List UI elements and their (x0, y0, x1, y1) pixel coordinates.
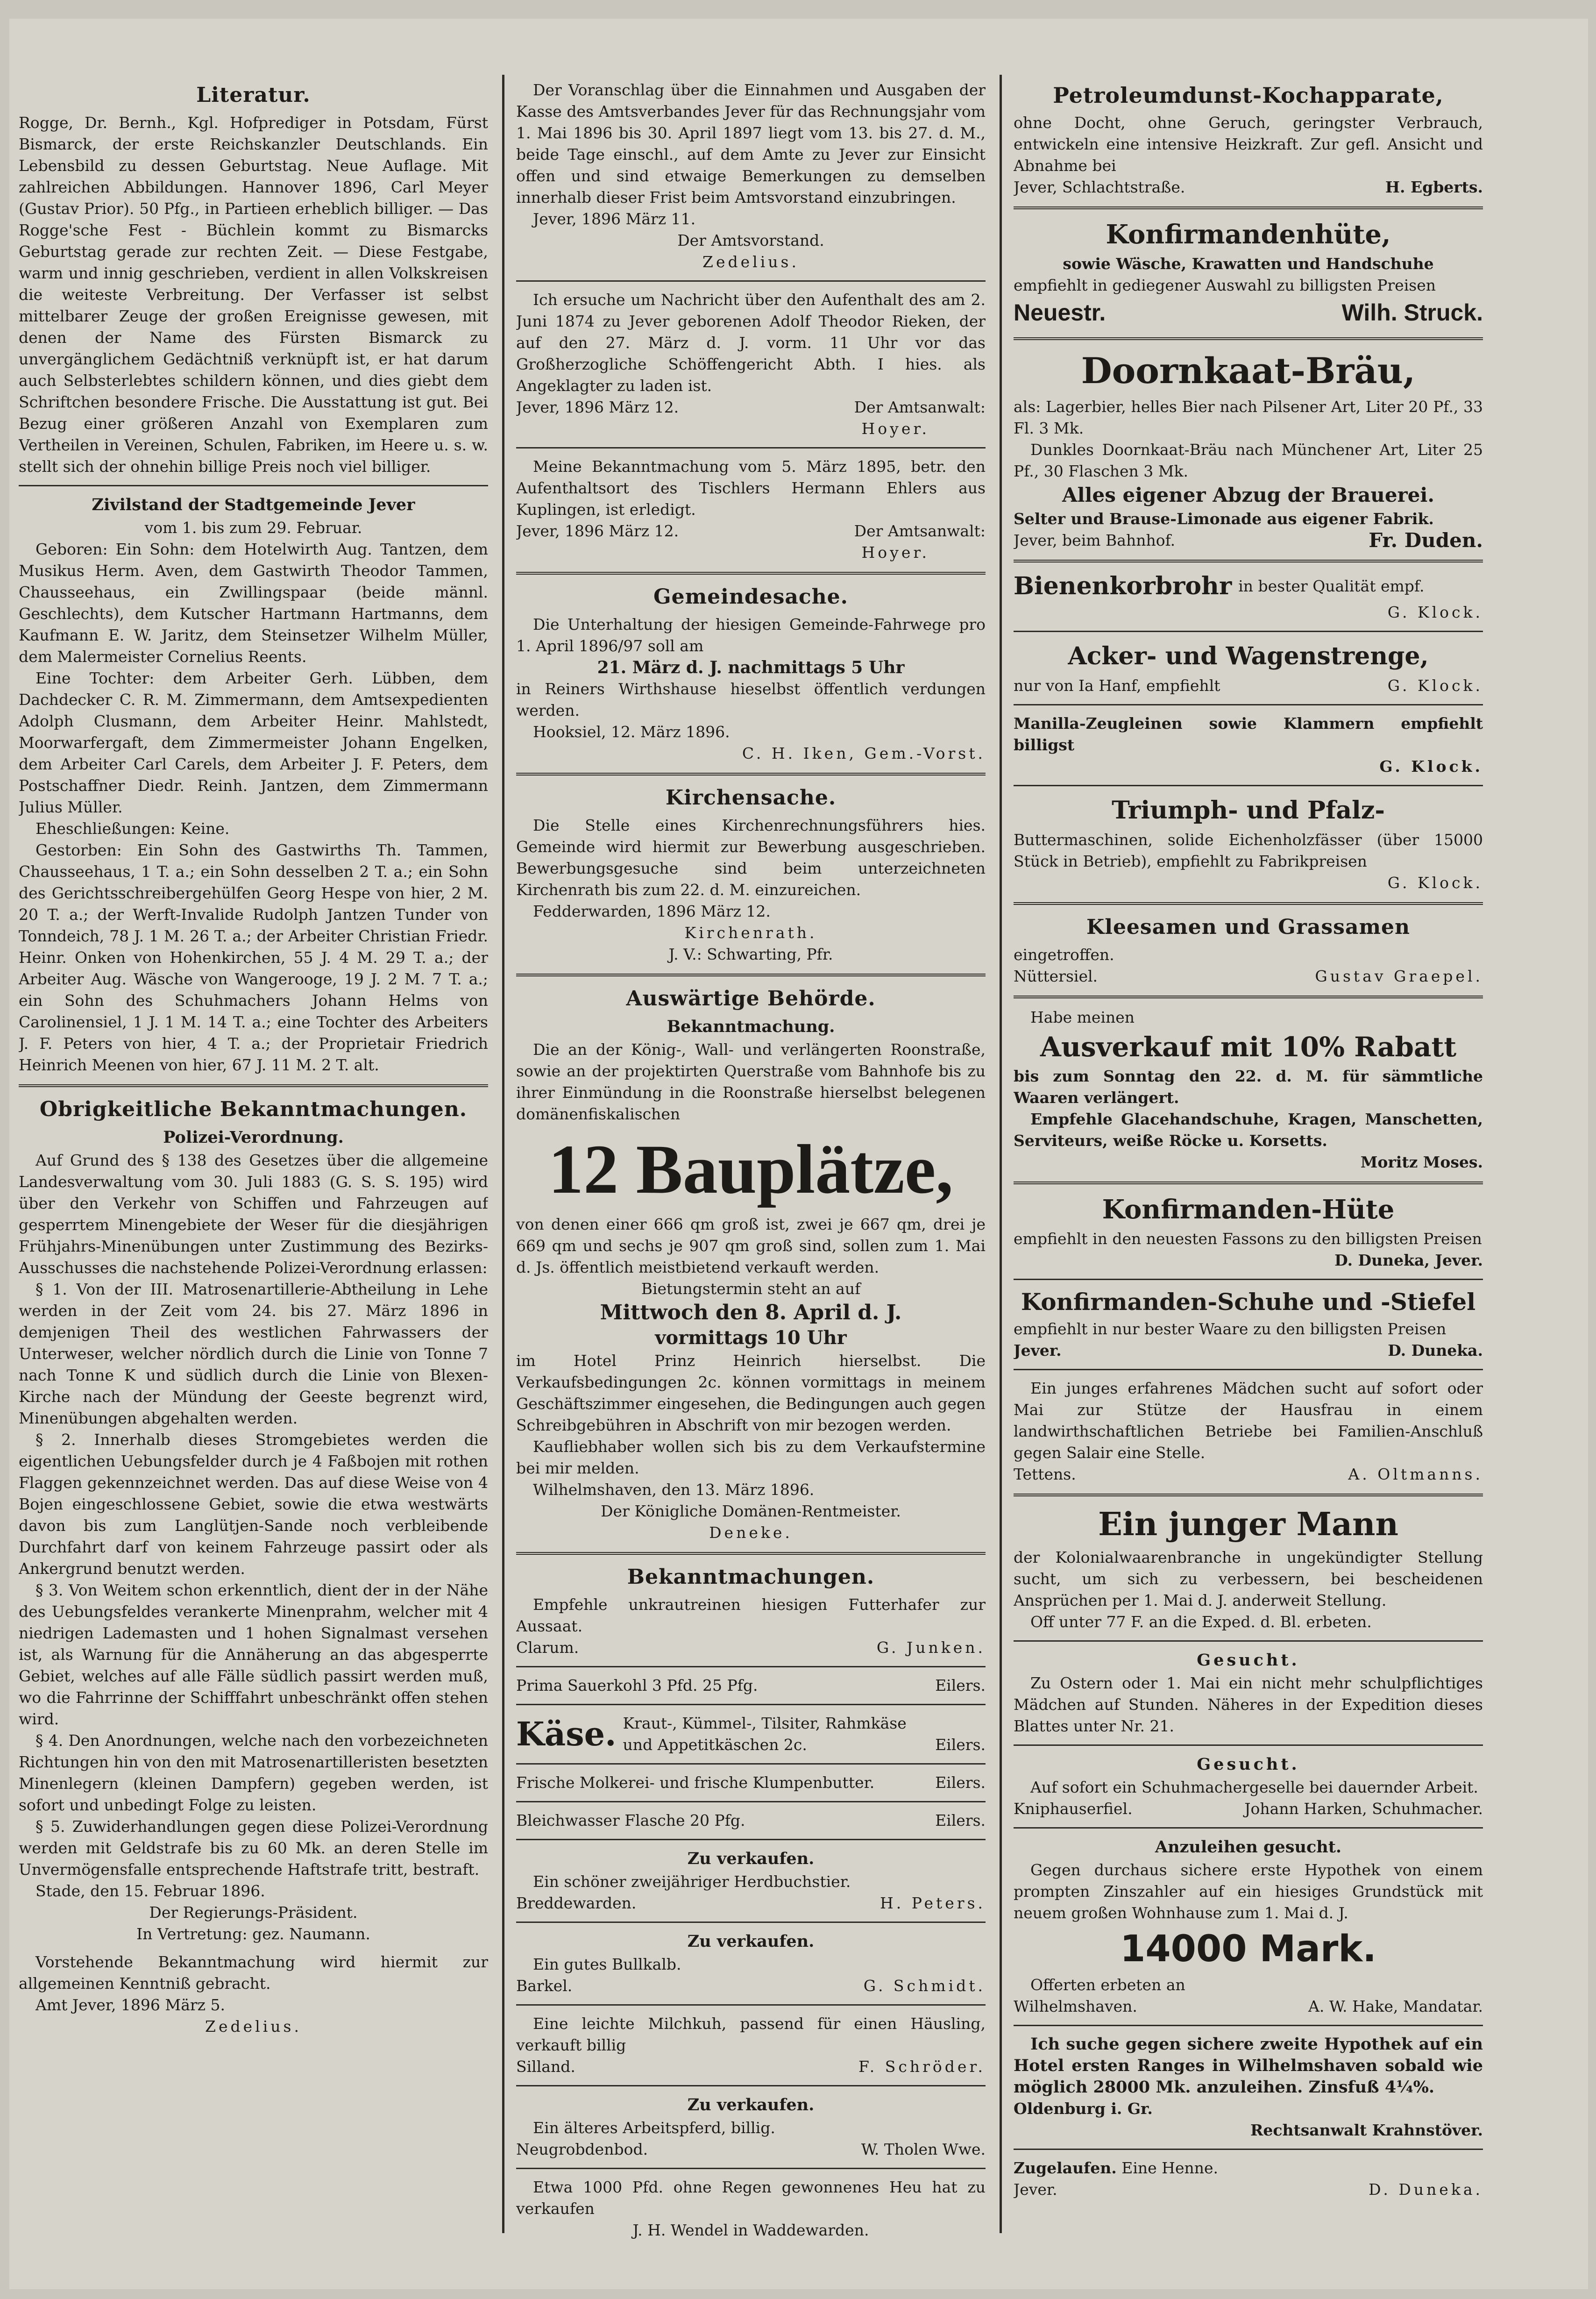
maid-signature: A. Oltmanns. (1348, 1465, 1483, 1483)
whereabouts-place: Jever, 1896 März 12. (516, 398, 679, 416)
settled-place: Jever, 1896 März 12. (516, 522, 679, 540)
column-middle (516, 79, 986, 2247)
church-text: Die Stelle eines Kirchenrechnungsführers hies. Gemeinde wird hiermit zur Bewerbung ausgeschrieben. Bewerbungsgesuche sind beim unterzeichneten Kirchenrath bis zum 22. d. M. einzureichen. (516, 816, 986, 899)
newspaper-page (9, 19, 1588, 2289)
church-heading: Kirchensache. (665, 786, 837, 810)
municipal-heading: Gemeindesache. (653, 585, 848, 609)
confirmation-hats-heading: Konfirmandenhüte, (1106, 219, 1391, 250)
for-sale-text-3: Ein älteres Arbeitspferd, billig. (533, 2119, 775, 2137)
wanted-text-2: Auf sofort ein Schuhmachergeselle bei dauernder Arbeit. (1030, 1778, 1478, 1796)
civil-registry-heading: Zivilstand der Stadtgemeinde Jever (92, 495, 415, 514)
milk-cow-signature: F. Schröder. (858, 2057, 986, 2076)
loan-signature: A. W. Hake, Mandatar. (1308, 1997, 1483, 2015)
confirmation-hats-signature: Wilh. Struck. (1341, 299, 1483, 326)
for-sale-place-3: Neugrobdenbod. (516, 2140, 648, 2158)
confirmation-hats-street: Neuestr. (1014, 299, 1106, 326)
petroleum-heading: Petroleumdunst-Kochapparate, (1053, 83, 1444, 108)
plots-text-2: von denen einer 666 qm groß ist, zwei je 667 qm, drei je 669 qm und sechs je 907 qm groß sind, sollen zum 1. Mai d. Js. öffentlich meistbietend verkauft werden. (516, 1215, 986, 1276)
for-sale-text-2: Ein gutes Bullkalb. (533, 1955, 681, 1973)
seed-place: Nüttersiel. (1014, 967, 1098, 985)
young-man-text-2: Off unter 77 F. an die Exped. d. Bl. erbeten. (1030, 1613, 1372, 1631)
loan-place: Wilhelmshaven. (1014, 1997, 1137, 2015)
stray-text: Eine Henne. (1121, 2159, 1218, 2177)
wanted-text-1: Zu Ostern oder 1. Mai ein nicht mehr schulpflichtiges Mädchen auf Stunden. Näheres in der Expedition dieses Blattes unter Nr. 21. (1014, 1674, 1483, 1735)
budget-authority: Der Amtsvorstand. (677, 231, 824, 249)
milk-cow-place: Silland. (516, 2057, 575, 2076)
petroleum-text: ohne Docht, ohne Geruch, geringster Verbrauch, entwickeln eine intensive Heizkraft. Zur gefl. Ansicht und Abnahme bei (1014, 114, 1483, 175)
doornkaat-text-4: Selter und Brause-Limonade aus eigener Fabrik. (1014, 510, 1434, 528)
oats-text: Empfehle unkrautreinen hiesigen Futterhafer zur Aussaat. (516, 1595, 986, 1635)
budget-signature: Zedelius. (702, 253, 799, 271)
announcements-heading: Bekanntmachungen. (627, 1565, 875, 1589)
deaths: Gestorben: Ein Sohn des Gastwirths Th. Tammen, Chausseehaus, 1 T. a.; ein Sohn desselben 2 T. a.; ein Sohn des Gerichtsschreibergehülfen Georg Hespe von hier, 2 M. 20 T. a.; der Werft-Invalide Rudolph Jantzen Tunder von Tonndeich, 78 J. 1 M. 26 T. a.; der Arbeiter Christian Friedr. Heinr. Onken von Hohenkirchen, 55 J. 4 M. 29 T. a.; der Arbeiter Aug. Wäsche von Wangerooge, 19 J. 2 M. 7 T. a.; ein Sohn des Schuhmachers Johann Helms von Carolinensiel, 1 J. 1 M. 14 T. a.; eine Tochter des Arbeiters J. F. Peters von hier, 4 T. a.; der Proprietair Friedrich Heinrich Meenen von hier, 67 J. 11 M. 2 T. alt. (19, 841, 488, 1074)
beehive-reed-text: in bester Qualität empf. (1238, 577, 1425, 595)
ordinance-para-2: § 2. Innerhalb dieses Stromgebietes werden die eigentlichen Uebungsfelder durch je 4 Faßbojen mit rothen Flaggen gekennzeichnet werden. Das auf diese Weise von 4 Bojen eingeschlossene Gebiet, sowie die etwa westwärts davon bis zum Langlütjen-Sande noch verbleibende Durchfahrt darf von keinem Fahrzeuge passirt oder als Ankergrund benutzt werden. (19, 1431, 488, 1578)
sauerkraut-text: Prima Sauerkohl 3 Pfd. 25 Pfg. (516, 1676, 758, 1694)
loan-text: Gegen durchaus sichere erste Hypothek von einem prompten Zinszahler auf ein hiesiges Grundstück mit neuem großen Wohnhause zum 1. Mai d. J. (1014, 1861, 1483, 1922)
hay-signature: J. H. Wendel in Waddewarden. (632, 2221, 869, 2239)
plots-text-3: im Hotel Prinz Heinrich hierselbst. Die Verkaufsbedingungen 2c. können vormittags in meinem Geschäftszimmer eingesehen, die Bedingungen auch gegen Schreibgebühren in Abschrift von mir bezogen werden. (516, 1352, 986, 1434)
confirmation-hats-2-heading: Konfirmanden-Hüte (1102, 1194, 1395, 1225)
ordinance-signature: In Vertretung: gez. Naumann. (136, 1925, 370, 1943)
doornkaat-text-3: Alles eigener Abzug der Brauerei. (1062, 484, 1434, 506)
bleach-signature: Eilers. (935, 1811, 986, 1829)
sale-heading: Ausverkauf mit 10% Rabatt (1040, 1031, 1457, 1063)
manilla-signature: G. Klock. (1379, 757, 1483, 776)
whereabouts-authority: Der Amtsanwalt: (854, 398, 986, 416)
rope-signature: G. Klock. (1387, 676, 1483, 695)
plots-date: Mittwoch den 8. April d. J. (600, 1301, 902, 1324)
mortgage-signature: Rechtsanwalt Krahnstöver. (1250, 2121, 1483, 2139)
plots-text: Die an der König-, Wall- und verlängerten Roonstraße, sowie an der projektirten Querstraße vom Bahnhofe bis zu ihrer Einmündung in die Roonstraße hierselbst belegenen domänenfiskalischen (516, 1040, 986, 1123)
marriages: Eheschließungen: Keine. (35, 819, 230, 838)
confirmation-shoes-signature: D. Duneka. (1388, 1341, 1483, 1359)
ordinance-note-signature: Zedelius. (205, 2017, 302, 2036)
municipal-text: Die Unterhaltung der hiesigen Gemeinde-Fahrwege pro 1. April 1896/97 soll am (516, 615, 986, 655)
beehive-reed-ad (1014, 571, 1483, 602)
butter-churn-heading: Triumph- und Pfalz- (1112, 796, 1385, 825)
young-man-heading: Ein junger Mann (1098, 1506, 1398, 1543)
wanted-place-2: Kniphauserfiel. (1014, 1800, 1133, 1818)
mortgage-text: Ich suche gegen sichere zweite Hypothek auf ein Hotel ersten Ranges in Wilhelmshaven sobald wie möglich 28000 Mk. anzuleihen. Zinsfuß 4¼%. (1014, 2035, 1483, 2097)
butter-signature: Eilers. (935, 1773, 986, 1792)
doornkaat-place: Jever, beim Bahnhof. (1014, 531, 1176, 549)
rope-text: nur von Ia Hanf, empfiehlt (1014, 676, 1220, 695)
butter-churn-text: Buttermaschinen, solide Eichenholzfässer (über 15000 Stück in Betrieb), empfiehlt zu Fabrikpreisen (1014, 831, 1483, 870)
oats-place: Clarum. (516, 1638, 579, 1657)
church-place: Fedderwarden, 1896 März 12. (533, 902, 771, 920)
column-rule (1000, 75, 1002, 2233)
plots-term: Bietungstermin steht an auf (641, 1280, 861, 1298)
sale-text-2: Empfehle Glacehandschuhe, Kragen, Manschetten, Serviteurs, weiße Röcke u. Korsetts. (1014, 1110, 1483, 1150)
for-sale-heading-2: Zu verkaufen. (687, 1932, 815, 1951)
church-signature: J. V.: Schwarting, Pfr. (668, 945, 833, 963)
bleach-text: Bleichwasser Flasche 20 Pfg. (516, 1811, 745, 1829)
cheese-signature: Eilers. (935, 1736, 986, 1754)
cheese-text: Kraut-, Kümmel-, Tilsiter, Rahmkäse und Appetitkäschen 2c. (623, 1714, 907, 1754)
police-ordinance-heading: Polizei-Verordnung. (163, 1128, 344, 1147)
whereabouts-notice: Ich ersuche um Nachricht über den Aufenthalt des am 2. Juni 1874 zu Jever geborenen Adolf Theodor Rieken, der auf den 27. März d. J. vorm. 11 Uhr vor das Großherzogliche Schöffengericht Abth. I hies. als Angeklagter zu laden ist. (516, 291, 986, 395)
confirmation-hats-sub: sowie Wäsche, Krawatten und Handschuhe (1063, 255, 1434, 273)
ordinance-para-5: § 5. Zuwiderhandlungen gegen diese Polizei-Verordnung werden mit Geldstrafe bis zu 60 Mk. an deren Stelle im Unvermögensfalle entsprechende Haftstrafe tritt, bestraft. (19, 1817, 488, 1879)
plots-time: vormittags 10 Uhr (655, 1327, 847, 1349)
settled-authority: Der Amtsanwalt: (854, 522, 986, 540)
column-left (19, 79, 488, 2247)
for-sale-signature-3: W. Tholen Wwe. (861, 2140, 986, 2158)
column-rule (502, 75, 504, 2233)
seed-signature: Gustav Graepel. (1315, 967, 1483, 985)
official-notices-heading: Obrigkeitliche Bekanntmachungen. (39, 1097, 468, 1121)
doornkaat-signature: Fr. Duden. (1369, 529, 1483, 552)
literature-heading: Literatur. (196, 83, 311, 107)
settled-signature: Hoyer. (861, 543, 929, 562)
column-right (1014, 79, 1483, 2247)
civil-registry-period: vom 1. bis zum 29. Februar. (144, 519, 362, 537)
rope-heading: Acker- und Wagenstrenge, (1068, 642, 1429, 670)
wanted-heading-2: Gesucht. (1197, 1755, 1300, 1774)
plots-signature: Deneke. (709, 1523, 793, 1542)
for-sale-heading-1: Zu verkaufen. (687, 1849, 815, 1868)
maid-place: Tettens. (1014, 1465, 1076, 1483)
ordinance-place: Stade, den 15. Februar 1896. (35, 1882, 265, 1900)
oats-signature: G. Junken. (876, 1638, 986, 1657)
for-sale-place-1: Breddewarden. (516, 1894, 637, 1912)
settled-notice: Meine Bekanntmachung vom 5. März 1895, betr. den Aufenthaltsort des Tischlers Hermann Ehlers aus Kuplingen, ist erledigt. (516, 457, 986, 519)
plots-headline: 12 Bauplätze, (548, 1131, 953, 1208)
confirmation-shoes-place: Jever. (1014, 1341, 1062, 1359)
sale-pre: Habe meinen (1030, 1008, 1135, 1026)
ordinance-intro: Auf Grund des § 138 des Gesetzes über die allgemeine Landesverwaltung vom 30. Juli 1883 (G. S. S. 195) wird über den Verkehr von Schiffen und Fahrzeugen auf gesperrtem Minengebiete der Weser für die diesjährigen Frühjahrs-Minenübungen unter Zustimmung des Bezirks-Ausschusses die nachstehende Polizei-Verordnung erlassen: (19, 1151, 488, 1277)
church-authority: Kirchenrath. (684, 924, 817, 942)
doornkaat-text: als: Lagerbier, helles Bier nach Pilsener Art, Liter 20 Pf., 33 Fl. 3 Mk. (1014, 398, 1483, 437)
ordinance-para-3: § 3. Von Weitem schon erkenntlich, dient der in der Nähe des Uebungsfeldes verankerte Minenprahm, welcher mit 4 niedrigen Lademasten und 1 hohen Signalmast versehen ist, als Warnung für die Annäherung an das abgesperrte Gebiet, welches auf alle Fälle südlich passirt werden muß, wo die Fahrrinne der Schifffahrt unbeschränkt offen stehen wird. (19, 1581, 488, 1728)
sale-signature: Moritz Moses. (1360, 1153, 1483, 1171)
confirmation-hats-2-text: empfiehlt in den neuesten Fassons zu den billigsten Preisen (1014, 1230, 1482, 1248)
butter-churn-signature: G. Klock. (1387, 874, 1483, 892)
wanted-signature-2: Johann Harken, Schuhmacher. (1244, 1800, 1483, 1818)
ordinance-note-place: Amt Jever, 1896 März 5. (35, 1996, 226, 2014)
budget-place: Jever, 1896 März 11. (533, 210, 696, 228)
cheese-word: Käse. (516, 1715, 617, 1753)
for-sale-text-1: Ein schöner zweijähriger Herdbuchstier. (533, 1872, 851, 1891)
municipal-place: Hooksiel, 12. März 1896. (533, 723, 730, 741)
literature-text: Rogge, Dr. Bernh., Kgl. Hofprediger in Potsdam, Fürst Bismarck, der erste Reichskanzler Deutschlands. Ein Lebensbild zu dessen Geburtstag. Neue Auflage. Mit zahlreichen Abbildungen. Hannover 1896, Carl Meyer (Gustav Prior). 50 Pfg., in Partieen erheblich billiger. — Das Rogge'sche Fest - Büchlein kommt zu Bismarcks Geburtstag gerade zur rechten Zeit. — Diese Festgabe, warm und innig geschrieben, verdient in allen Volkskreisen die weiteste Verbreitung. Der Verfasser ist selbst mittelbarer Zeuge der großen Ereignisse gewesen, mit denen der Name des Fürsten Bismarck zu unvergänglichem Gedächtniß verknüpft ist, er hat darum auch Selbsterlebtes schildern können, und dies giebt dem Schriftchen besondere Frische. Die Ausstattung ist gut. Bei Bezug einer größeren Anzahl von Exemplaren zum Vertheilen in Vereinen, Schulen, Fabriken, im Heere u. s. w. stellt sich der ohnehin billige Preis noch viel billiger. (19, 114, 488, 476)
doornkaat-heading: Doornkaat-Bräu, (1081, 350, 1416, 391)
cheese-ad (516, 1713, 986, 1756)
for-sale-place-2: Barkel. (516, 1977, 573, 1995)
loan-amount: 14000 Mark. (1120, 1928, 1376, 1970)
loan-text-2: Offerten erbeten an (1030, 1976, 1185, 1994)
plots-text-4: Kaufliebhaber wollen sich bis zu dem Verkaufstermine bei mir melden. (516, 1438, 986, 1477)
sauerkraut-signature: Eilers. (935, 1676, 986, 1694)
sale-text: bis zum Sonntag den 22. d. M. für sämmtliche Waaren verlängert. (1014, 1067, 1483, 1107)
seed-heading: Kleesamen und Grassamen (1086, 915, 1410, 939)
budget-notice: Der Voranschlag über die Einnahmen und Ausgaben der Kasse des Amtsverbandes Jever für das Rechnungsjahr vom 1. Mai 1896 bis 30. April 1897 liegt vom 13. bis 27. d. M., beide Tage einschl., auf dem Amte zu Jever zur Einsicht offen und sind etwaige Bemerkungen zu demselben innerhalb dieser Frist beim Amtsvorstand einzubringen. (516, 81, 986, 206)
mortgage-place: Oldenburg i. Gr. (1014, 2100, 1153, 2118)
ordinance-authority: Der Regierungs-Präsident. (149, 1903, 358, 1922)
young-man-text: der Kolonialwaarenbranche in ungekündigter Stellung sucht, um sich zu verbessern, bei bescheidenen Ansprüchen per 1. Mai d. J. anderweit Stellung. (1014, 1548, 1483, 1609)
births-daughters: Eine Tochter: dem Arbeiter Gerh. Lübben, dem Dachdecker C. R. M. Zimmermann, dem Amtsexpedienten Adolph Clusmann, dem Arbeiter Heinr. Mahlstedt, Moorwarfergaft, dem Zimmermeister Johann Engelken, dem Arbeiter Carl Carels, dem Arbeiter J. F. Peters, dem Postschaffner Diedr. Reinh. Jantzen, dem Zimmermann Julius Müller. (19, 669, 488, 816)
stray-signature: D. Duneka. (1369, 2180, 1483, 2199)
confirmation-shoes-heading: Konfirmanden-Schuhe und -Stiefel (1021, 1288, 1476, 1316)
loan-heading: Anzuleihen gesucht. (1155, 1837, 1342, 1857)
whereabouts-signature: Hoyer. (861, 420, 929, 438)
hay-text: Etwa 1000 Pfd. ohne Regen gewonnenes Heu hat zu verkaufen (516, 2178, 986, 2218)
municipal-date: 21. März d. J. nachmittags 5 Uhr (597, 658, 905, 677)
for-sale-heading-3: Zu verkaufen. (687, 2095, 815, 2114)
for-sale-signature-2: G. Schmidt. (863, 1977, 986, 1995)
beehive-reed-signature: G. Klock. (1387, 603, 1483, 621)
beehive-reed-heading: Bienenkorbrohr (1014, 572, 1232, 600)
ordinance-para-4: § 4. Den Anordnungen, welche nach den vorbezeichneten Richtungen hin von den mit Matrosenartilleristen besetzten Minenlegern (kleinen Dampfern) gegeben werden, ist sofort und unbedingt Folge zu leisten. (19, 1731, 488, 1814)
stray-heading: Zugelaufen. (1014, 2159, 1117, 2177)
milk-cow-text: Eine leichte Milchkuh, passend für einen Häusling, verkauft billig (516, 2014, 986, 2054)
plots-place: Wilhelmshaven, den 13. März 1896. (533, 1480, 815, 1499)
for-sale-signature-1: H. Peters. (880, 1894, 986, 1912)
petroleum-signature: H. Egberts. (1385, 178, 1483, 196)
wanted-heading-1: Gesucht. (1197, 1651, 1300, 1670)
seed-text: eingetroffen. (1014, 946, 1114, 964)
confirmation-shoes-text: empfiehlt in nur bester Waare zu den billigsten Preisen (1014, 1320, 1447, 1338)
confirmation-hats-text: empfiehlt in gediegener Auswahl zu billigsten Preisen (1014, 276, 1436, 294)
foreign-authority-sub: Bekanntmachung. (667, 1017, 835, 1036)
petroleum-place: Jever, Schlachtstraße. (1014, 178, 1185, 196)
doornkaat-text-2: Dunkles Doornkaat-Bräu nach Münchener Art, Liter 25 Pf., 30 Flaschen 3 Mk. (1014, 441, 1483, 480)
stray-place: Jever. (1014, 2180, 1057, 2199)
ordinance-para-1: § 1. Von der III. Matrosenartillerie-Abtheilung in Lehe werden in der Zeit vom 24. bis 27. März 1896 in demjenigen Theil des westlichen Fahrwassers der Unterweser, welcher nördlich durch die Linie von Tonne 7 nach Tonne K und südlich durch die Linie von Blexen-Kirche nach der Mündung der Geeste begrenzt wird, Minenübungen abgehalten werden. (19, 1280, 488, 1427)
butter-text: Frische Molkerei- und frische Klumpenbutter. (516, 1773, 875, 1792)
plots-authority: Der Königliche Domänen-Rentmeister. (601, 1502, 901, 1520)
births-sons: Geboren: Ein Sohn: dem Hotelwirth Aug. Tantzen, dem Musikus Herm. Aven, dem Gastwirth Theodor Tammen, Chausseehaus, ein Zwillingspaar (beide männl. Geschlechts), dem Kutscher Hartmann Hartmanns, dem Kaufmann E. W. Jaritz, dem Steinsetzer Wilhelm Müller, dem Malermeister Cornelius Reents. (19, 540, 488, 666)
confirmation-hats-2-signature: D. Duneka, Jever. (1334, 1251, 1483, 1269)
municipal-text-2: in Reiners Wirthshause hieselbst öffentlich verdungen werden. (516, 680, 986, 719)
foreign-authority-heading: Auswärtige Behörde. (626, 987, 876, 1011)
municipal-signature: C. H. Iken, Gem.-Vorst. (742, 744, 986, 762)
ordinance-note: Vorstehende Bekanntmachung wird hiermit zur allgemeinen Kenntniß gebracht. (19, 1953, 488, 1993)
manilla-text: Manilla-Zeugleinen sowie Klammern empfiehlt billigst (1014, 714, 1483, 754)
maid-text: Ein junges erfahrenes Mädchen sucht auf sofort oder Mai zur Stütze der Hausfrau in einem landwirthschaftlichen Betriebe bei Familien-Anschluß gegen Salair eine Stelle. (1014, 1379, 1483, 1462)
